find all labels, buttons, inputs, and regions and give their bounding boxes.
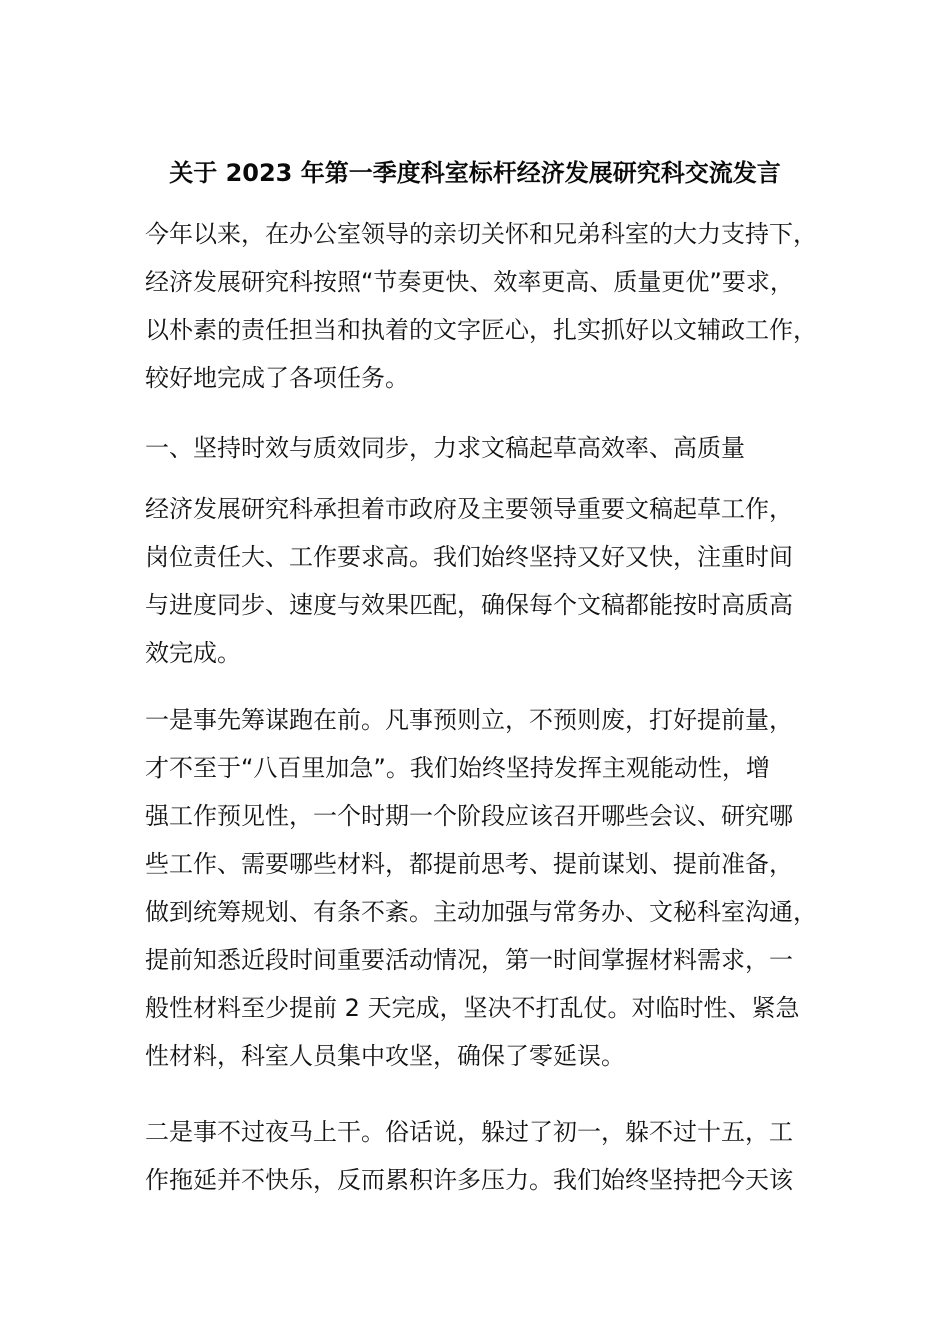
paragraph-1	[145, 210, 817, 402]
paragraph-line: 经济发展研究科按照“节奏更快、效率更高、质量更优”要求，	[145, 268, 794, 296]
paragraph-line: 作拖延并不快乐，反而累积许多压力。我们始终坚持把今天该	[145, 1166, 793, 1194]
paragraph-line: 做到统筹规划、有条不紊。主动加强与常务办、文秘科室沟通，	[145, 898, 817, 926]
paragraph-line: 才不至于“八百里加急”。我们始终坚持发挥主观能动性，增	[145, 754, 770, 782]
paragraph-line: 今年以来，在办公室领导的亲切关怀和兄弟科室的大力支持下，	[145, 220, 817, 248]
section-heading-1	[145, 424, 810, 472]
paragraph-line: 提前知悉近段时间重要活动情况，第一时间掌握材料需求，一	[145, 946, 793, 974]
paragraph-line: 较好地完成了各项任务。	[145, 364, 409, 392]
paragraph-3	[145, 696, 817, 1080]
paragraph-line: 般性材料至少提前 2 天完成，坚决不打乱仗。对临时性、紧急	[145, 994, 800, 1022]
paragraph-line: 性材料，科室人员集中攻坚，确保了零延误。	[145, 1042, 625, 1070]
paragraph-line: 经济发展研究科承担着市政府及主要领导重要文稿起草工作，	[145, 495, 793, 523]
paragraph-line: 二是事不过夜马上干。俗话说，躲过了初一，躲不过十五，工	[145, 1118, 793, 1146]
paragraph-line: 些工作、需要哪些材料，都提前思考、提前谋划、提前准备，	[145, 850, 793, 878]
paragraph-line: 岗位责任大、工作要求高。我们始终坚持又好又快，注重时间	[145, 543, 793, 571]
paragraph-4	[145, 1108, 810, 1204]
document-title: 关于 2023 年第一季度科室标杆经济发展研究科交流发言	[169, 159, 781, 187]
paragraph-line: 与进度同步、速度与效果匹配，确保每个文稿都能按时高质高	[145, 591, 793, 619]
paragraph-line: 一是事先筹谋跑在前。凡事预则立，不预则废，打好提前量，	[145, 706, 793, 734]
paragraph-line: 效完成。	[145, 639, 241, 667]
paragraph-line: 以朴素的责任担当和执着的文字匠心，扎实抓好以文辅政工作，	[145, 316, 817, 344]
paragraph-2	[145, 485, 810, 677]
paragraph-line: 强工作预见性，一个时期一个阶段应该召开哪些会议、研究哪	[145, 802, 793, 830]
section-heading-line: 一、坚持时效与质效同步，力求文稿起草高效率、高质量	[145, 434, 745, 462]
